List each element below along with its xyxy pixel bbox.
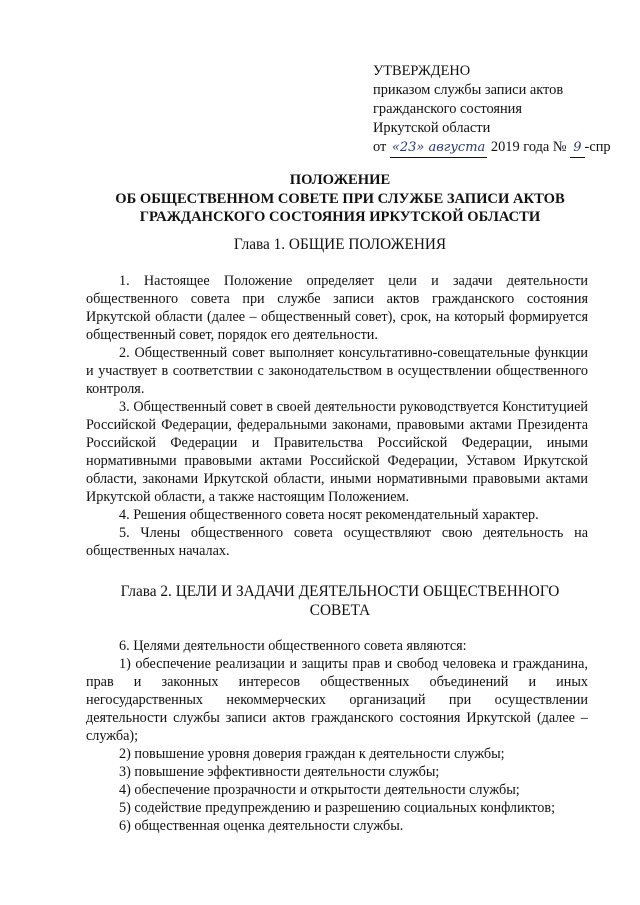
paragraph: 1) обеспечение реализации и защиты прав и свобод человека и гражданина, прав и законных интересов общественных объединений и иных негосударственных некоммерческих организаций при осуществлении деятельности службы записи актов гражданского состояния Иркутской (далее – служба);: [86, 656, 588, 744]
chapter-heading-text: Глава 2. ЦЕЛИ И ЗАДАЧИ ДЕЯТЕЛЬНОСТИ ОБЩЕСТВЕННОГО: [120, 583, 560, 600]
chapter-heading-text: СОВЕТА: [309, 602, 371, 619]
paragraph: 6) общественная оценка деятельности службы.: [119, 818, 404, 834]
paragraph: 2) повышение уровня доверия граждан к деятельности службы;: [119, 746, 505, 762]
handwritten-date: «23» августа: [390, 138, 487, 158]
paragraph: 3) повышение эффективности деятельности службы;: [119, 764, 440, 780]
approval-heading: УТВЕРЖДЕНО: [373, 63, 471, 79]
paragraph: 2. Общественный совет выполняет консультативно-совещательные функции и участвует в соответствии с законодательством в осуществлении общественного контроля.: [86, 345, 588, 397]
approval-line: гражданского состояния: [373, 101, 523, 117]
handwritten-order-number: 9: [570, 138, 584, 158]
year-text: 2019 года №: [490, 139, 567, 155]
paragraph: 5) содействие предупреждению и разрешению социальных конфликтов;: [119, 800, 556, 816]
approval-block: [373, 62, 611, 158]
paragraph: 4) обеспечение прозрачности и открытости деятельности службы;: [119, 782, 520, 798]
paragraph: 1. Настоящее Положение определяет цели и задачи деятельности общественного совета при службе записи актов гражданского состояния Иркутской области (далее – общественный совет), срок, на который формируется общественный совет, порядок его деятельности.: [86, 273, 588, 343]
paragraph: 6. Целями деятельности общественного совета являются:: [119, 638, 467, 654]
title-line: ПОЛОЖЕНИЕ: [289, 172, 391, 188]
paragraph: 5. Члены общественного совета осуществляют свою деятельность на общественных началах.: [86, 525, 588, 559]
order-number-suffix: -спр: [584, 139, 611, 155]
chapter-2-heading: [80, 582, 600, 620]
paragraph: 4. Решения общественного совета носят рекомендательный характер.: [119, 507, 539, 523]
title-line: ОБ ОБЩЕСТВЕННОМ СОВЕТЕ ПРИ СЛУЖБЕ ЗАПИСИ АКТОВ: [115, 190, 565, 207]
chapter-1-body: [86, 272, 588, 560]
document-title: [80, 171, 600, 227]
approval-line: Иркутской области: [373, 120, 491, 136]
approval-date-line: [373, 138, 611, 158]
paragraph: 3. Общественный совет в своей деятельности руководствуется Конституцией Российской Федерации, федеральными законами, правовыми актами Президента Российской Федерации и Правительства Российской Федерации, иными нормативными правовыми актами Российской Федерации, Уставом Иркутской области, законами Иркутской области, иными нормативными правовыми актами Иркутской области, а также настоящим Положением.: [86, 399, 588, 505]
chapter-1-heading: [80, 235, 600, 254]
title-line: ГРАЖДАНСКОГО СОСТОЯНИЯ ИРКУТСКОЙ ОБЛАСТИ: [139, 209, 541, 225]
chapter-heading-text: Глава 1. ОБЩИЕ ПОЛОЖЕНИЯ: [233, 236, 447, 253]
chapter-2-body: [86, 637, 588, 835]
approval-line: приказом службы записи актов: [373, 82, 564, 98]
date-prefix: от: [373, 139, 387, 155]
